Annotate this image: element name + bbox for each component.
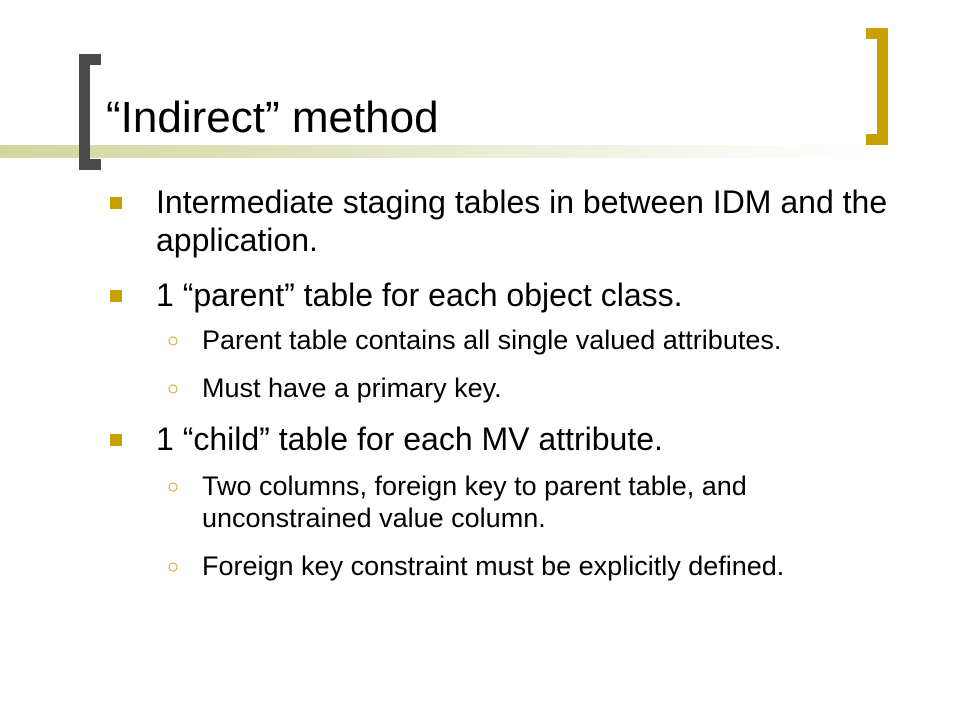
- bullet-item: [110, 183, 890, 259]
- bullet-text: 1 “child” table for each MV attribute.: [156, 421, 663, 457]
- square-bullet-icon: [110, 290, 122, 302]
- square-bullet-icon: [110, 434, 122, 446]
- slide-title: “Indirect” method: [106, 93, 439, 142]
- sub-bullet-text: Must have a primary key.: [202, 373, 502, 403]
- circle-bullet-icon: ○: [167, 476, 180, 498]
- sub-bullet-text: Two columns, foreign key to parent table, and unconstrained value column.: [202, 471, 747, 533]
- bullet-text: Intermediate staging tables in between IDM and the application.: [156, 184, 888, 258]
- bullet-item: [110, 276, 890, 314]
- sub-bullet-text: Foreign key constraint must be explicitly defined.: [202, 551, 785, 581]
- bullet-text: 1 “parent” table for each object class.: [156, 277, 683, 313]
- title-underline-bar: [0, 145, 870, 158]
- circle-bullet-icon: ○: [167, 378, 180, 400]
- slide-content: [110, 183, 890, 582]
- bullet-item: [110, 420, 890, 458]
- circle-bullet-icon: ○: [167, 330, 180, 352]
- right-bracket-decoration: [866, 28, 888, 145]
- left-bracket-decoration: [79, 54, 101, 170]
- sub-bullet-item: [110, 550, 890, 582]
- square-bullet-icon: [110, 197, 122, 209]
- sub-bullet-item: [110, 372, 890, 404]
- circle-bullet-icon: ○: [167, 556, 180, 578]
- sub-bullet-item: [110, 324, 890, 356]
- sub-bullet-text: Parent table contains all single valued attributes.: [202, 325, 782, 355]
- sub-bullet-item: [110, 470, 890, 534]
